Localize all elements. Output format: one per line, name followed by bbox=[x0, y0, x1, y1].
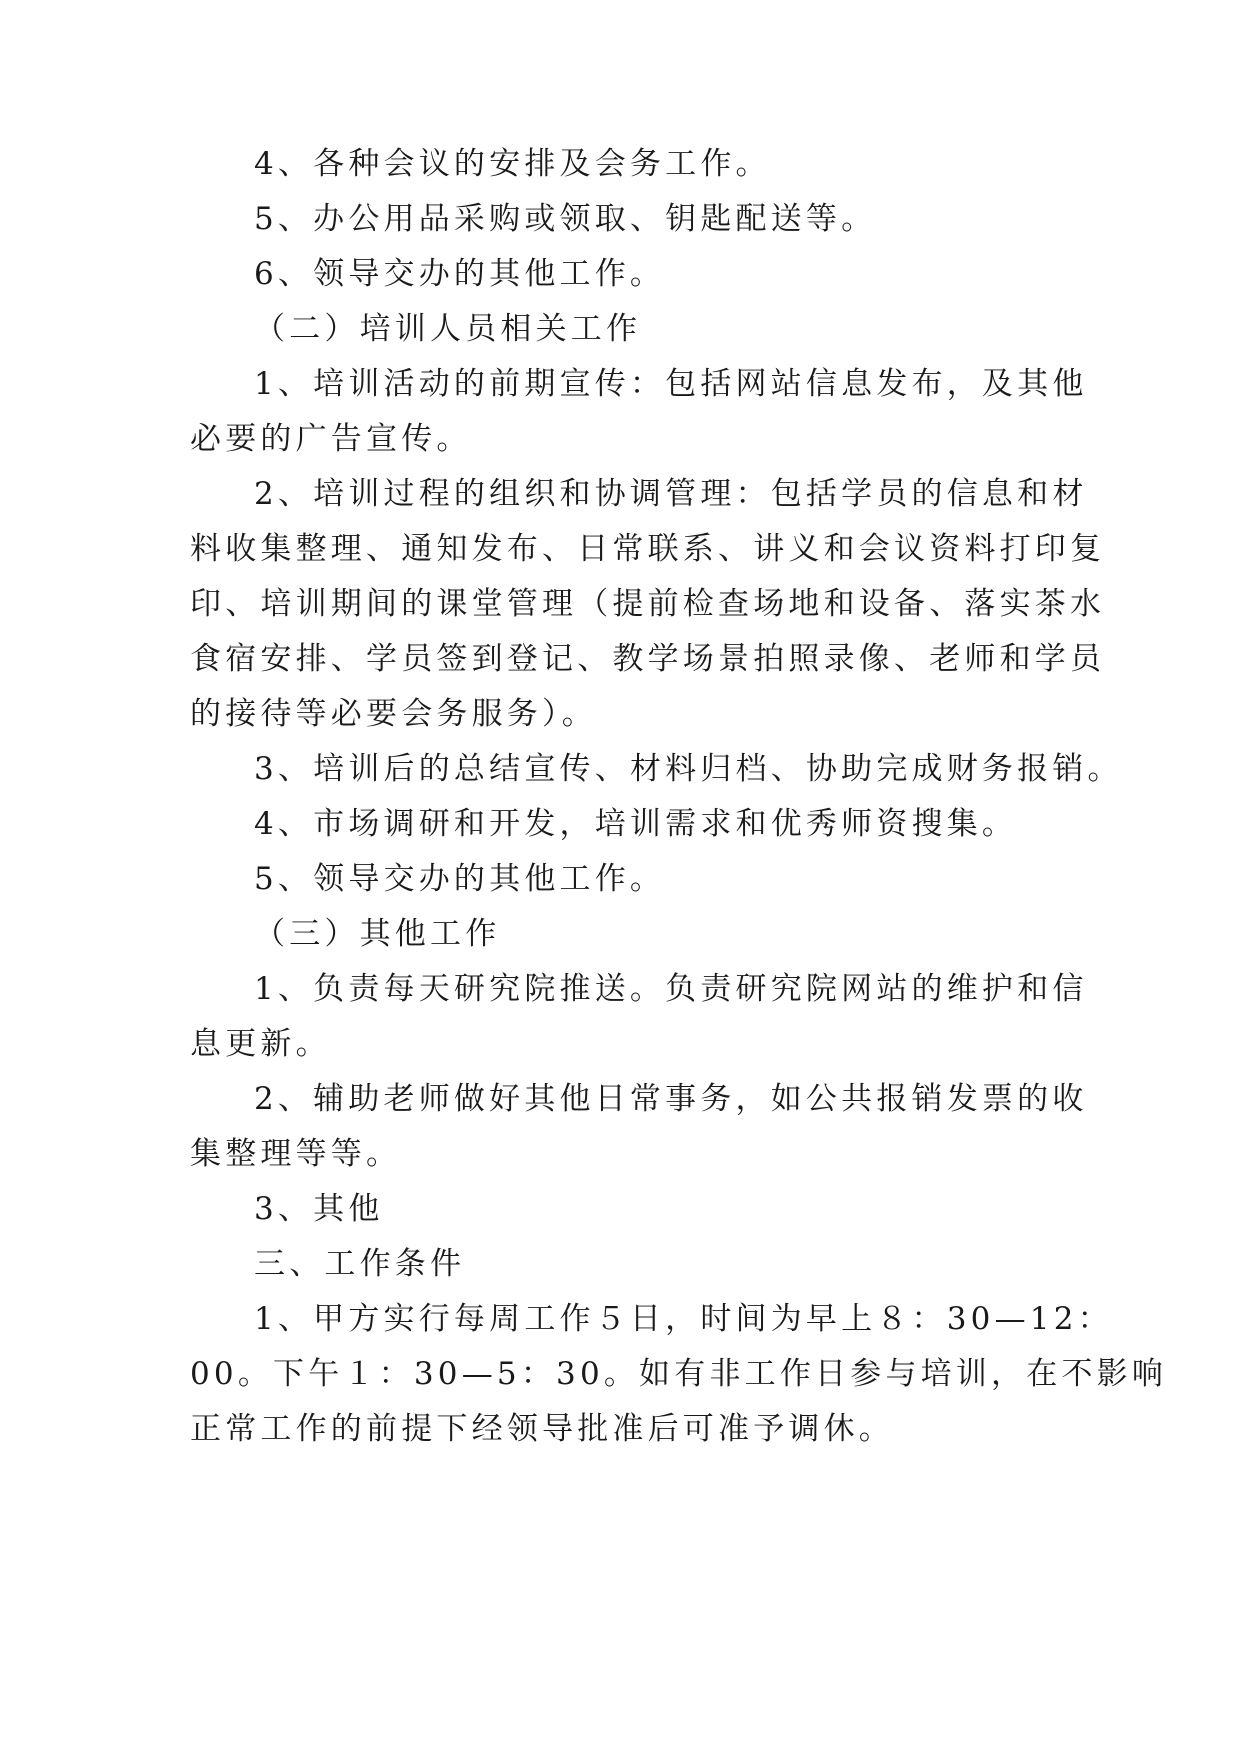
list-item-office-supplies: 5、办公用品采购或领取、钥匙配送等。 bbox=[254, 201, 877, 237]
paragraph-line: 息更新。 bbox=[190, 1026, 331, 1062]
list-item-other-tasks: 6、领导交办的其他工作。 bbox=[254, 256, 666, 292]
paragraph-line: 印、培训期间的课堂管理（提前检查场地和设备、落实茶水 bbox=[190, 586, 1106, 622]
paragraph-line: 3、其他 bbox=[254, 1191, 384, 1227]
section-heading-conditions: 三、工作条件 bbox=[254, 1246, 466, 1282]
paragraph-line: 必要的广告宣传。 bbox=[190, 421, 472, 457]
paragraph-line: 2、辅助老师做好其他日常事务，如公共报销发票的收 bbox=[254, 1081, 1088, 1117]
paragraph-line: 料收集整理、通知发布、日常联系、讲义和会议资料打印复 bbox=[190, 531, 1106, 567]
paragraph-line: 4、市场调研和开发，培训需求和优秀师资搜集。 bbox=[254, 806, 1018, 842]
paragraph-line: 2、培训过程的组织和协调管理：包括学员的信息和材 bbox=[254, 476, 1088, 512]
paragraph-line: 1、负责每天研究院推送。负责研究院网站的维护和信 bbox=[254, 971, 1088, 1007]
paragraph-line: 3、培训后的总结宣传、材料归档、协助完成财务报销。 bbox=[254, 751, 1123, 787]
paragraph-line: 正常工作的前提下经领导批准后可准予调休。 bbox=[190, 1411, 894, 1447]
section-heading-training: （二）培训人员相关工作 bbox=[254, 311, 642, 347]
paragraph-line: 5、领导交办的其他工作。 bbox=[254, 861, 666, 897]
paragraph-line: 1、培训活动的前期宣传：包括网站信息发布，及其他 bbox=[254, 366, 1088, 402]
list-item-meetings: 4、各种会议的安排及会务工作。 bbox=[254, 146, 771, 182]
paragraph-line: 00。下午１：30—5：30。如有非工作日参与培训，在不影响 bbox=[190, 1356, 1168, 1392]
paragraph-line: 的接待等必要会务服务）。 bbox=[190, 696, 597, 732]
paragraph-line: 1、甲方实行每周工作５日，时间为早上８：30—12： bbox=[254, 1301, 1113, 1337]
paragraph-line: 食宿安排、学员签到登记、教学场景拍照录像、老师和学员 bbox=[190, 641, 1106, 677]
paragraph-line: 集整理等等。 bbox=[190, 1136, 402, 1172]
section-heading-other: （三）其他工作 bbox=[254, 916, 501, 952]
